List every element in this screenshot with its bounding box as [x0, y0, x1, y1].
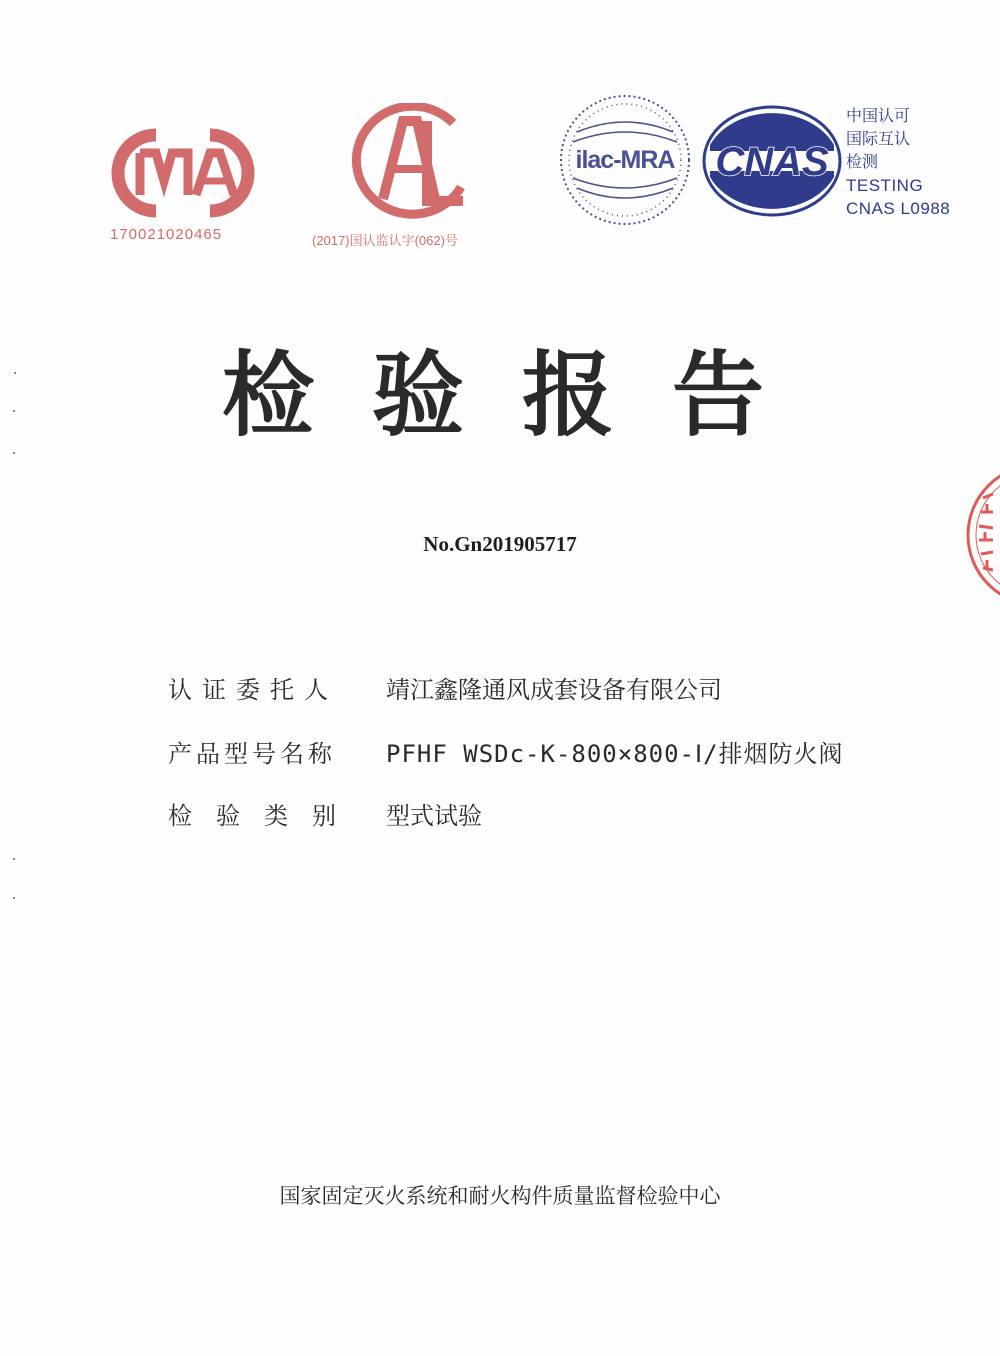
svg-text:CNAS: CNAS: [715, 140, 829, 184]
svg-text:ilac-MRA: ilac-MRA: [575, 146, 675, 174]
cma-certification-logo: [108, 125, 258, 220]
inspection-type-value: 型式试验: [386, 802, 482, 830]
ilac-mra-logo: [557, 92, 693, 228]
cnas-line-mutual-recognition: 国际互认: [846, 131, 911, 148]
product-value: PFHF WSDc-K-800×800-Ⅰ/排烟防火阀: [386, 740, 844, 768]
scan-speck: [13, 410, 15, 412]
cnas-line-testing-cn: 检测: [846, 154, 879, 171]
cal-certificate-number: (2017)国认监认字(062)号: [312, 233, 458, 248]
scan-speck: [13, 897, 15, 899]
scan-speck: [13, 452, 15, 454]
cma-certificate-number: 170021020465: [110, 226, 223, 243]
scan-speck: [13, 858, 15, 860]
cnas-accreditation-text: [846, 105, 950, 220]
scan-speck: [14, 372, 16, 374]
partial-seal-stamp: [963, 460, 1000, 610]
cal-certification-logo: [343, 103, 479, 223]
cnas-line-testing-en: TESTING: [846, 176, 924, 195]
inspection-type-label: 检验类别: [168, 802, 360, 830]
product-label: 产品型号名称: [168, 740, 336, 768]
cnas-line-china-accredited: 中国认可: [846, 108, 911, 125]
report-number: No.Gn201905717: [423, 532, 577, 556]
client-value: 靖江鑫隆通风成套设备有限公司: [386, 676, 722, 704]
issuing-center: 国家固定灭火系统和耐火构件质量监督检验中心: [279, 1184, 721, 1208]
client-label: 认证委托人: [168, 676, 338, 704]
cnas-registration-number: CNAS L0988: [846, 199, 951, 218]
cnas-accreditation-logo: [702, 105, 842, 217]
report-title: 检验报告: [222, 342, 823, 449]
